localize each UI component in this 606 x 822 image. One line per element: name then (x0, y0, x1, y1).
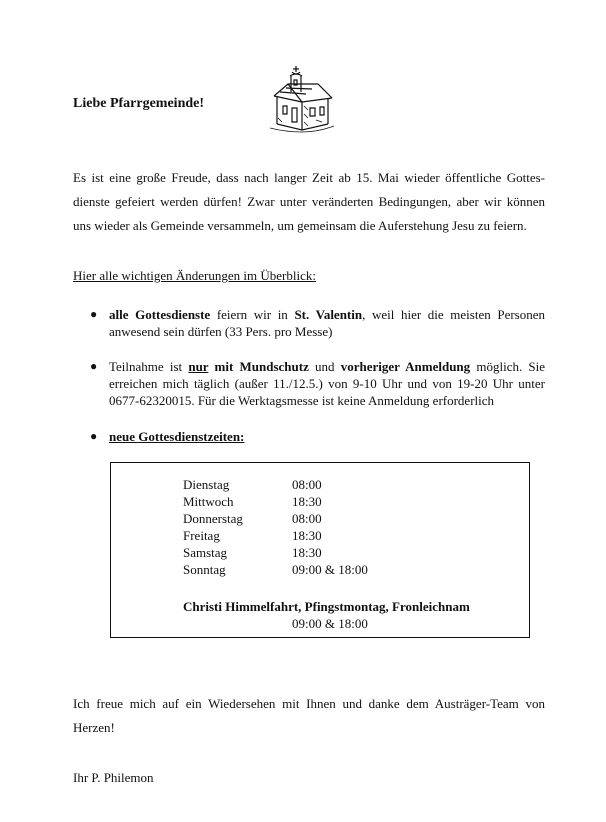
bullet-line (109, 306, 545, 323)
bullet-item-venue (109, 306, 545, 340)
holiday-label: Christi Himmelfahrt, Pfingstmontag, Fronleichnam (183, 599, 470, 614)
signature: Ihr P. Philemon (73, 770, 154, 785)
schedule-time: 18:30 (292, 494, 322, 509)
bold-text: alle Gottesdienste (109, 307, 211, 322)
bullet-item-schedule (109, 428, 545, 445)
bullet-line (109, 358, 545, 375)
bullet-line: erreichen mich täglich (außer 11./12.5.) von 9-10 Uhr und von 19-20 Uhr unter (109, 376, 545, 391)
text: Teilnahme ist (109, 359, 189, 374)
schedule-time: 08:00 (292, 511, 322, 526)
church-drawing-icon (266, 62, 336, 134)
bullet-line: 0677-62320015. Für die Werktagsmesse ist keine Anmeldung erforderlich (109, 393, 495, 408)
underline-text: nur (188, 359, 209, 374)
overview-heading: Hier alle wichtigen Änderungen im Überblick: (73, 268, 316, 283)
bold-text: vorheriger Anmeldung (340, 359, 471, 374)
bold-underline-text (109, 429, 244, 444)
schedule-time: 08:00 (292, 477, 322, 492)
text: , weil hier die meisten Personen (362, 307, 545, 322)
intro-line: uns wieder als Gemeinde versammeln, um gemeinsam die Auferstehung Jesu zu feiern. (73, 218, 527, 233)
bold-text: St. Valentin (294, 307, 363, 322)
schedule-day: Dienstag (183, 477, 230, 492)
schedule-time: 09:00 & 18:00 (292, 562, 368, 577)
text: und (308, 359, 341, 374)
bullet-line: anwesend sein dürfen (33 Pers. pro Messe) (109, 324, 333, 339)
greeting-heading: Liebe Pfarrgemeinde! (73, 96, 205, 111)
intro-line: Es ist eine große Freude, dass nach langer Zeit ab 15. Mai wieder öffentliche Gottes- (73, 170, 545, 185)
bullet-icon: ● (90, 359, 98, 373)
bold-underline-text (188, 359, 208, 374)
schedule-heading: neue Gottesdienstzeiten: (109, 429, 245, 444)
bullet-item-registration (109, 358, 545, 409)
intro-paragraph (73, 166, 545, 238)
schedule-day: Mittwoch (183, 494, 234, 509)
schedule-time: 18:30 (292, 545, 322, 560)
closing-paragraph (73, 692, 545, 740)
bullet-icon: ● (90, 429, 98, 443)
holiday-time: 09:00 & 18:00 (292, 616, 368, 631)
bold-text: mit Mundschutz (208, 359, 309, 374)
schedule-day: Donnerstag (183, 511, 243, 526)
closing-line: Ich freue mich auf ein Wiedersehen mit Ihnen und danke dem Austräger-Team von (73, 696, 545, 711)
schedule-day: Sonntag (183, 562, 226, 577)
text: feiern wir in (210, 307, 295, 322)
bullet-icon: ● (90, 307, 98, 321)
intro-line: dienste gefeiert werden dürfen! Zwar unter veränderten Bedingungen, aber wir können (73, 194, 545, 209)
schedule-time: 18:30 (292, 528, 322, 543)
closing-line: Herzen! (73, 720, 115, 735)
text: möglich. Sie (470, 359, 546, 374)
schedule-day: Samstag (183, 545, 228, 560)
schedule-day: Freitag (183, 528, 220, 543)
